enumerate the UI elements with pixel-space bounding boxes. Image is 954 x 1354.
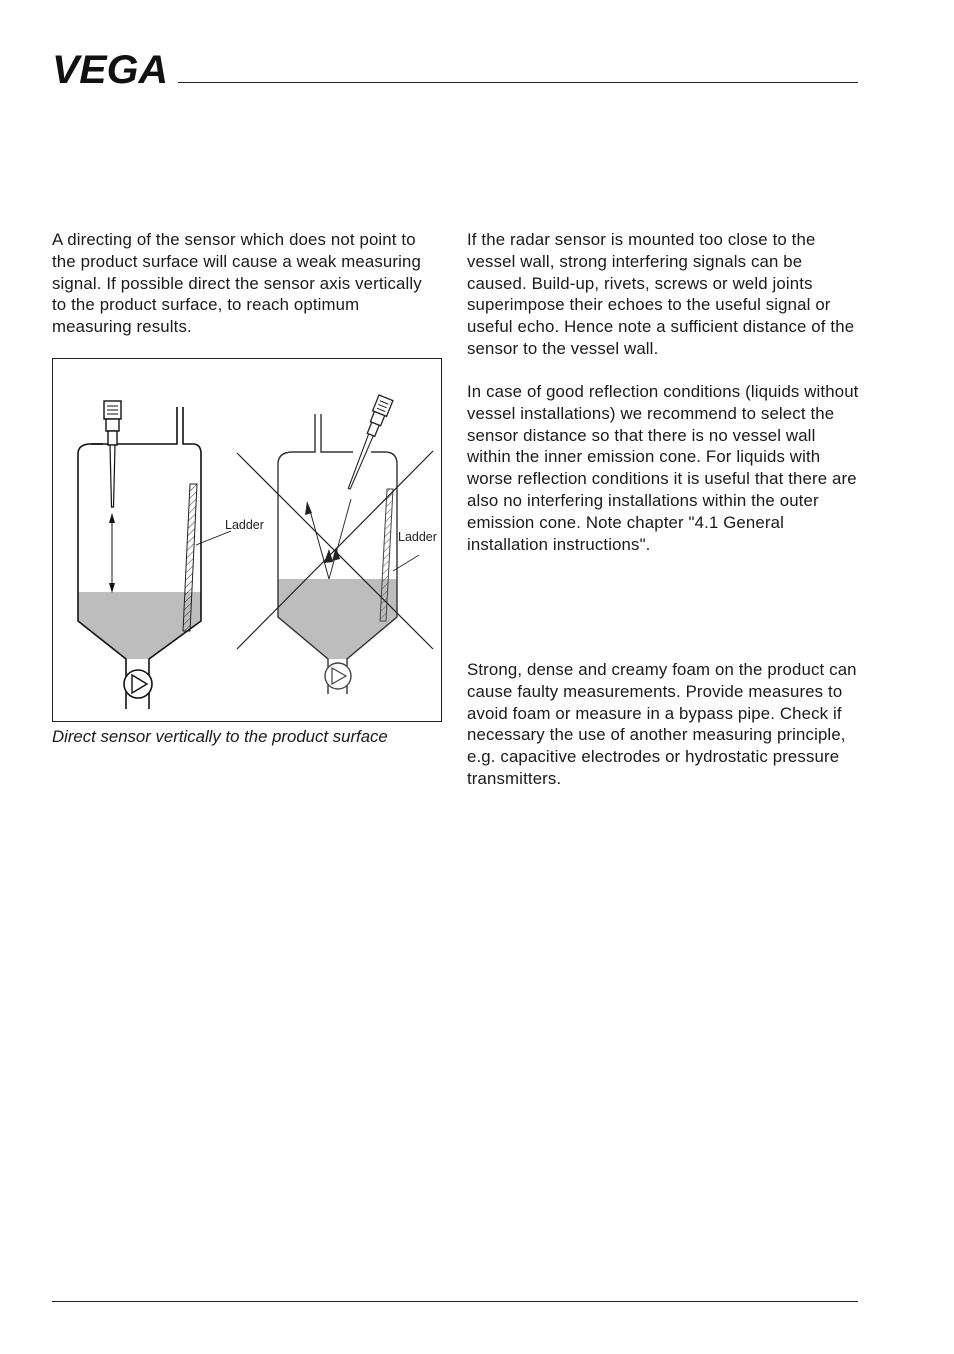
header-rule — [178, 82, 858, 83]
logo-text: VEGA — [52, 50, 168, 88]
ladder-label-left: Ladder — [225, 518, 264, 532]
figure-caption: Direct sensor vertically to the product surface — [52, 727, 388, 746]
intro-paragraph: A directing of the sensor which does not point to the product surface will cause a weak measuring signal. If possible direct the sensor axis vertically to the product surface, to reach optimum measuring results. — [52, 230, 422, 337]
figure-sensor-orientation — [52, 358, 442, 722]
footer-rule — [52, 1301, 858, 1302]
ladder-label-right: Ladder — [398, 530, 437, 544]
foam-paragraph: Strong, dense and creamy foam on the product can cause faulty measurements. Provide measures to avoid foam or measure in a bypass pipe. Check if necessary the use of another measuring principle, e.g. capacitive electrodes or hydrostatic pressure transmitters. — [467, 660, 857, 788]
reflection-paragraph: In case of good reflection conditions (liquids without vessel installations) we recommend to select the sensor distance so that there is no vessel wall within the inner emission cone. For liquids with worse reflection conditions it is useful that there are also no interfering installations within the outer emission cone. Note chapter "4.1 General installation instructions". — [467, 382, 859, 554]
vega-logo — [52, 50, 170, 88]
tank-wrong — [237, 395, 433, 694]
vessel-wall-paragraph: If the radar sensor is mounted too close to the vessel wall, strong interfering signals can be caused. Build-up, rivets, screws or weld joints superimpose their echoes to the useful signal or useful echo. Hence note a sufficient distance of the sensor to the vessel wall. — [467, 230, 855, 358]
tank-diagram — [53, 359, 441, 721]
tank-correct — [78, 401, 231, 709]
